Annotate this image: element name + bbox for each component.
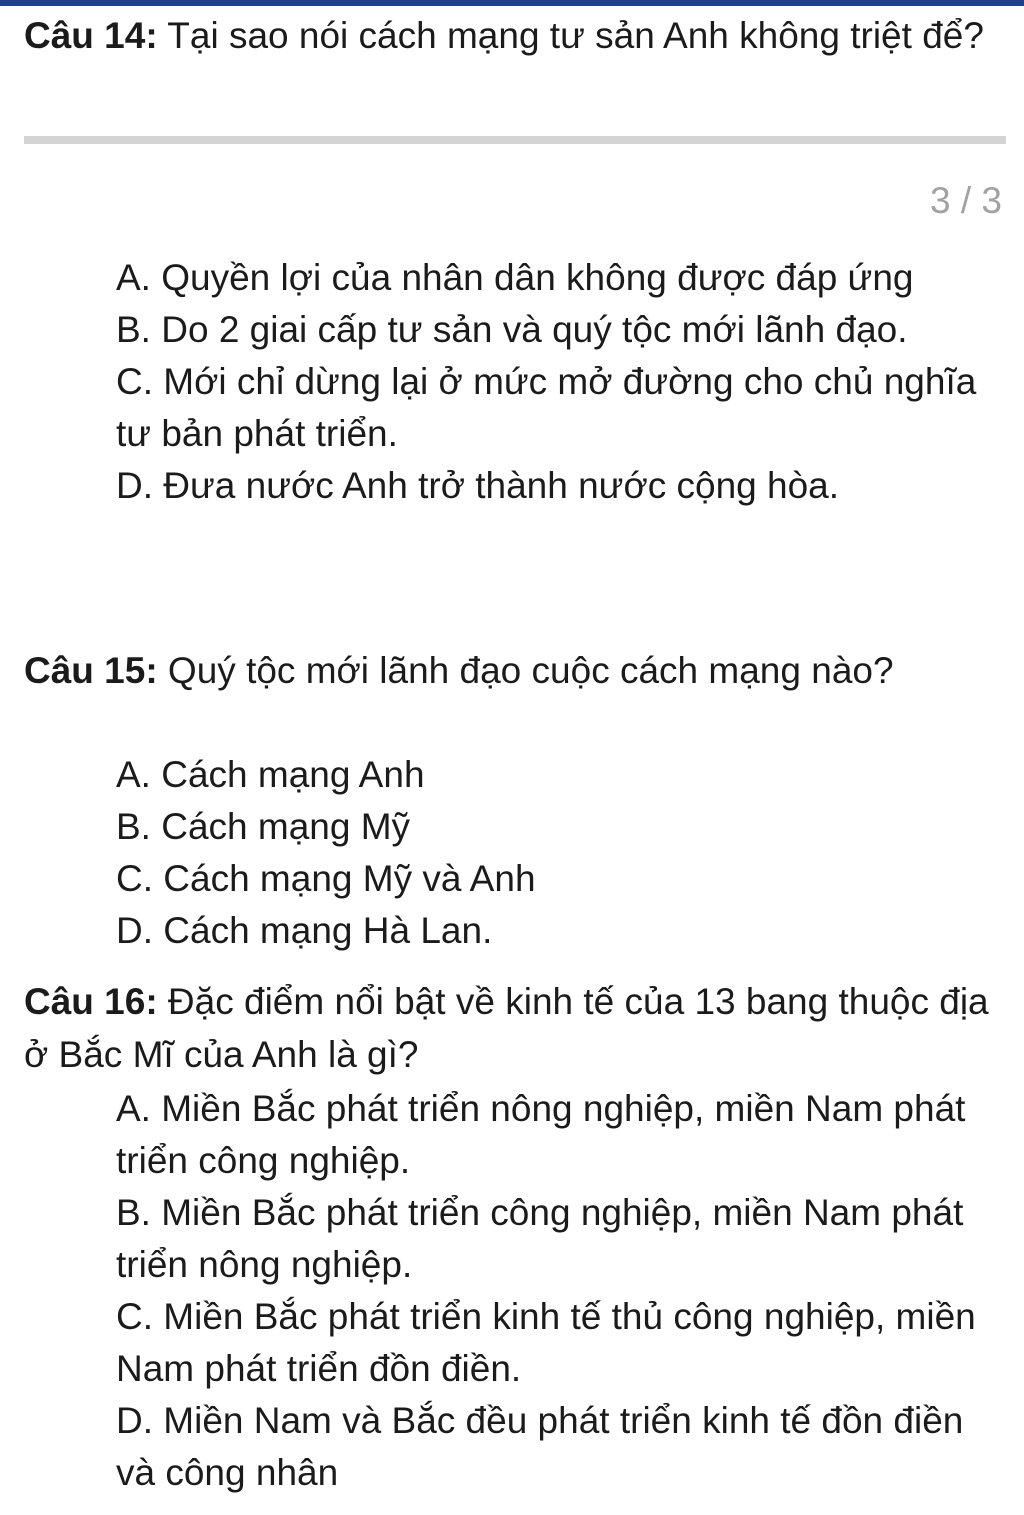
answer-option[interactable]: A. Quyền lợi của nhân dân không được đáp ứng (116, 257, 914, 298)
question-16 (24, 975, 1009, 1081)
top-accent-bar (0, 0, 1024, 6)
answer-option[interactable]: D. Đưa nước Anh trở thành nước cộng hòa. (116, 465, 840, 506)
answer-option[interactable]: C. Mới chỉ dừng lại ở mức mở đường cho chủ nghĩa tư bản phát triển. (116, 361, 977, 454)
question-text: Đặc điểm nổi bật về kinh tế của 13 bang thuộc địa ở Bắc Mĩ của Anh là gì? (24, 981, 989, 1075)
answer-option[interactable]: B. Do 2 giai cấp tư sản và quý tộc mới lãnh đạo. (116, 309, 908, 350)
answer-option[interactable]: A. Miền Bắc phát triển nông nghiệp, miền Nam phát triển công nghiệp. (116, 1088, 966, 1181)
question-heading (24, 644, 1009, 697)
section-divider (24, 136, 1006, 144)
question-text: Quý tộc mới lãnh đạo cuộc cách mạng nào? (157, 650, 894, 691)
question-number: Câu 14: (24, 15, 158, 56)
question-14 (24, 9, 1009, 62)
answer-option[interactable]: A. Cách mạng Anh (116, 754, 425, 795)
question-number: Câu 15: (24, 650, 158, 691)
page-counter: 3 / 3 (930, 180, 1002, 221)
answer-option[interactable]: D. Miền Nam và Bắc đều phát triển kinh tế đồn điền và công nhân (116, 1400, 964, 1493)
answer-option[interactable]: B. Miền Bắc phát triển công nghiệp, miền Nam phát triển nông nghiệp. (116, 1192, 964, 1285)
question-16-options (24, 1083, 996, 1499)
question-heading (24, 975, 1009, 1081)
answer-option[interactable]: D. Cách mạng Hà Lan. (116, 910, 493, 951)
answer-option[interactable]: B. Cách mạng Mỹ (116, 806, 411, 847)
answer-option[interactable]: C. Miền Bắc phát triển kinh tế thủ công nghiệp, miền Nam phát triển đồn điền. (116, 1296, 976, 1389)
question-15 (24, 644, 1009, 697)
question-number: Câu 16: (24, 981, 158, 1022)
question-14-options (24, 252, 996, 512)
question-heading (24, 9, 1009, 62)
question-text: Tại sao nói cách mạng tư sản Anh không triệt để? (157, 15, 984, 56)
answer-option[interactable]: C. Cách mạng Mỹ và Anh (116, 858, 536, 899)
question-15-options (24, 749, 996, 957)
